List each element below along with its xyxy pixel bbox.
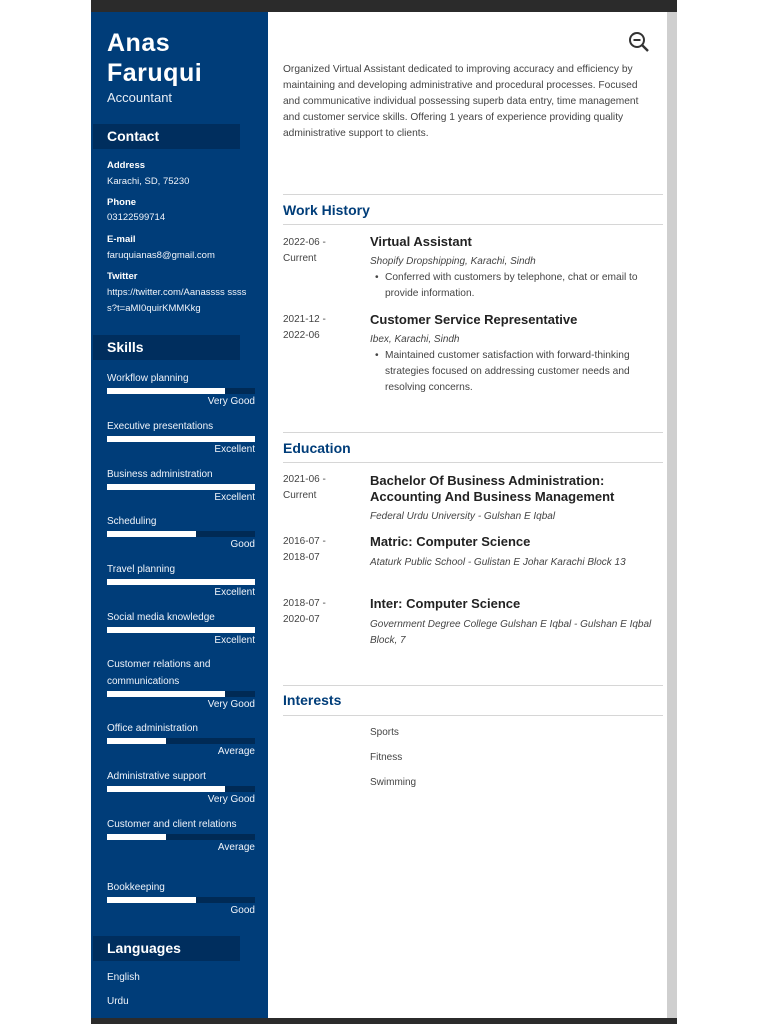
skill-bar [107, 531, 255, 537]
language-item: English [107, 972, 140, 983]
skill-name: Travel planning [107, 564, 176, 575]
job-title: Virtual Assistant [370, 234, 472, 249]
divider [283, 224, 663, 225]
degree-title: Matric: Computer Science [370, 534, 531, 549]
first-name: Anas [107, 29, 171, 57]
skill-item [107, 418, 255, 457]
school-name: Federal Urdu University - Gulshan E Iqbal [370, 511, 556, 522]
divider [283, 432, 663, 433]
date-end: 2020-07 [283, 614, 320, 625]
education-date [283, 534, 363, 566]
skill-bar [107, 897, 255, 903]
last-name: Faruqui [107, 59, 203, 87]
divider [283, 462, 663, 463]
date-end: Current [283, 490, 317, 501]
skill-level: Very Good [207, 794, 255, 805]
languages-heading: Languages [93, 936, 240, 961]
skill-name: Customer relations and communications [107, 659, 211, 687]
job-employer: Shopify Dropshipping, Karachi, Sindh [370, 256, 536, 267]
date-start: 2016-07 - [283, 536, 326, 547]
work-date [283, 235, 363, 267]
interest-item: Fitness [370, 752, 403, 763]
skill-item [107, 370, 255, 409]
skill-bar [107, 388, 255, 394]
language-item: Urdu [107, 996, 129, 1007]
skill-bar-fill [107, 531, 196, 537]
date-end: 2018-07 [283, 552, 320, 563]
skill-level: Excellent [214, 587, 255, 598]
education-heading: Education [283, 440, 351, 456]
resume-page [91, 12, 677, 1018]
date-start: 2022-06 - [283, 237, 326, 248]
date-start: 2021-12 - [283, 314, 326, 325]
skill-item [107, 513, 255, 552]
skill-name: Workflow planning [107, 373, 189, 384]
job-employer: Ibex, Karachi, Sindh [370, 334, 460, 345]
skill-level: Average [217, 842, 255, 853]
bottom-bar [91, 1018, 677, 1024]
skill-bar-fill [107, 484, 255, 490]
skill-item [107, 768, 255, 807]
skill-name: Bookkeeping [107, 882, 165, 893]
skill-item [107, 879, 255, 918]
candidate-name [107, 28, 202, 88]
divider [283, 194, 663, 195]
skill-bar-fill [107, 897, 196, 903]
job-title: Customer Service Representative [370, 312, 578, 327]
skill-item [107, 720, 255, 759]
education-date [283, 596, 363, 628]
skill-bar [107, 786, 255, 792]
skill-item [107, 609, 255, 648]
skill-name: Administrative support [107, 771, 206, 782]
skill-bar [107, 627, 255, 633]
skill-item [107, 561, 255, 600]
skill-bar-fill [107, 436, 255, 442]
skill-bar [107, 738, 255, 744]
phone-value: 03122599714 [107, 212, 166, 223]
skill-bar-fill [107, 738, 166, 744]
skill-level: Very Good [207, 699, 255, 710]
job-bullet: • Maintained customer satisfaction with forward-thinking strategies focused on addressing customer needs and resolving concerns. [385, 348, 661, 396]
degree-title: Bachelor Of Business Administration: Accounting And Business Management [370, 473, 615, 504]
work-date [283, 312, 363, 344]
address-value: Karachi, SD, 75230 [107, 176, 190, 187]
date-end: Current [283, 253, 317, 264]
divider [283, 685, 663, 686]
skill-bar-fill [107, 579, 255, 585]
twitter-label: Twitter [107, 271, 138, 282]
skill-level: Good [230, 539, 255, 550]
skill-bar [107, 436, 255, 442]
phone-label: Phone [107, 197, 137, 208]
date-start: 2021-06 - [283, 474, 326, 485]
date-start: 2018-07 - [283, 598, 326, 609]
email-label: E-mail [107, 234, 136, 245]
interest-item: Swimming [370, 777, 417, 788]
skills-heading: Skills [93, 335, 240, 360]
skill-level: Good [230, 905, 255, 916]
interests-heading: Interests [283, 692, 342, 708]
skill-bar-fill [107, 834, 166, 840]
skill-name: Customer and client relations [107, 819, 237, 830]
email-value[interactable]: faruquianas8@gmail.com [107, 250, 215, 261]
skill-bar [107, 484, 255, 490]
skill-level: Very Good [207, 396, 255, 407]
skill-name: Business administration [107, 469, 213, 480]
skill-item [107, 466, 255, 505]
candidate-role: Accountant [107, 90, 173, 105]
skill-level: Excellent [214, 492, 255, 503]
date-end: 2022-06 [283, 330, 320, 341]
skill-bar [107, 579, 255, 585]
contact-heading: Contact [93, 124, 240, 149]
skill-bar-fill [107, 627, 255, 633]
skill-bar-fill [107, 691, 225, 697]
work-history-heading: Work History [283, 202, 370, 218]
skill-level: Average [217, 746, 255, 757]
twitter-value[interactable]: https://twitter.com/Aanassss sssss?t=aMI0quirKMMKkg [107, 287, 247, 314]
sidebar [91, 12, 268, 1018]
skill-bar [107, 834, 255, 840]
skill-bar-fill [107, 388, 225, 394]
skill-name: Executive presentations [107, 421, 214, 432]
school-name: Government Degree College Gulshan E Iqbal - Gulshan E Iqbal Block, 7 [370, 619, 652, 646]
address-label: Address [107, 160, 146, 171]
professional-summary: Organized Virtual Assistant dedicated to improving accuracy and efficiency by maintaining and developing administrative and procedural processes. Focused and communicative individual possessing superb data entry, time management and customer service skills. Offering 1 years of experience providing quality administrative support to clients. [283, 64, 639, 139]
job-bullet: • Conferred with customers by telephone, chat or email to provide information. [385, 270, 661, 302]
skill-name: Scheduling [107, 516, 157, 527]
skill-level: Excellent [214, 635, 255, 646]
zoom-out-icon[interactable] [627, 30, 651, 54]
skill-bar-fill [107, 786, 225, 792]
interest-item: Sports [370, 727, 399, 738]
skill-name: Social media knowledge [107, 612, 215, 623]
skill-item [107, 816, 255, 855]
skill-item [107, 656, 255, 712]
divider [283, 715, 663, 716]
skill-level: Excellent [214, 444, 255, 455]
scrollbar[interactable] [667, 12, 677, 1018]
skill-bar [107, 691, 255, 697]
top-bar [91, 0, 677, 12]
education-date [283, 472, 363, 504]
degree-title: Inter: Computer Science [370, 596, 521, 611]
school-name: Ataturk Public School - Gulistan E Johar Karachi Block 13 [370, 557, 626, 568]
skill-name: Office administration [107, 723, 198, 734]
